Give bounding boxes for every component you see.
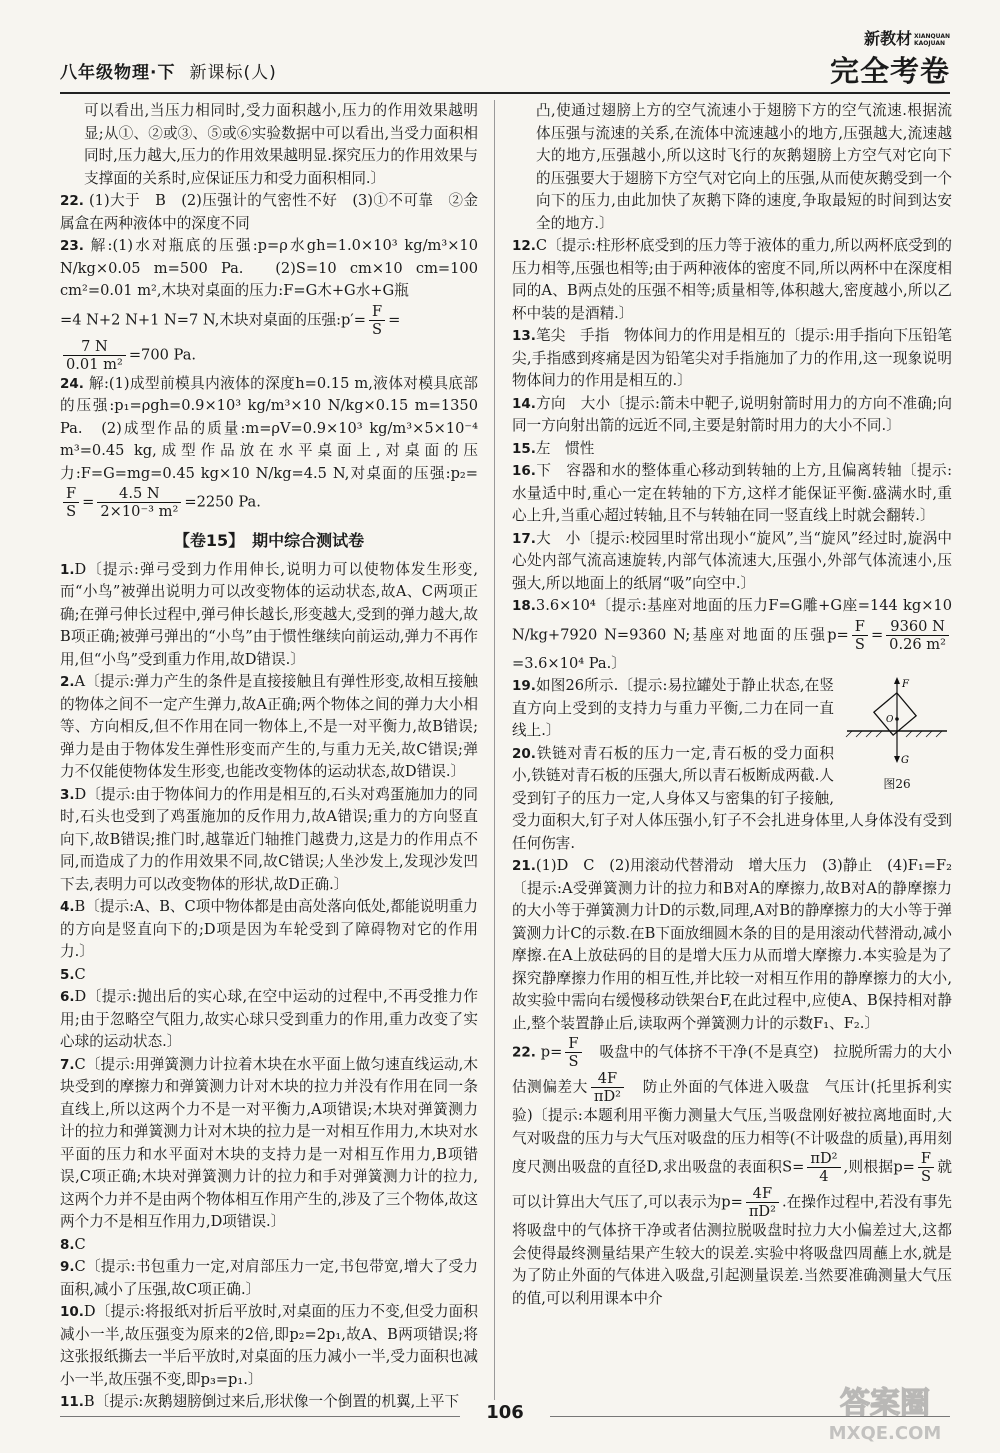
question-10: 10.D〔提示:将报纸对折后平放时,对桌面的压力不变,但受力面积减小一半,故压强变为原来的2倍,即p₂=2p₁,故A、B两项错误;将这张报纸撕去一半后平放时,对桌面的压力减小一半,受力面积也减小一半,故压强不变,即p₃=p₁.〕 — [60, 1303, 478, 1388]
force-label-F: F — [902, 679, 909, 690]
brand-small: 新教材 — [864, 29, 913, 48]
fraction: $\frac{4F}{\text{πD²}}$ — [591, 1070, 624, 1105]
question-4: 4.B〔提示:A、B、C项中物体都是由高处落向低处,都能说明重力的方向是竖直向下的;D项是因为车轮受到了障碍物对它的作用力.〕 — [60, 898, 478, 960]
fraction: $\frac{F}{S}$ — [565, 1035, 581, 1070]
question-24: 24. 解:(1)成型前模具内液体的深度h=0.15 m,液体对模具底部的压强:p₁=ρgh=0.9×10³ kg/m³×10 N/kg×0.15 m=1350 Pa. (2)成型作品的质量:m=ρV=0.9×10³ kg/m³×5×10⁻⁴ m³=0.45 kg,成型作品放在水平桌面上,对桌面的压力:F=G=mg=0.45 kg×10 N/kg=4.5 N,对桌面的压强:p₂= $\frac{F}{S}$ = $\frac{4.5 N}{\text{2×10⁻³ m²}}$ =2250 Pa. — [60, 374, 479, 520]
fraction: $\frac{F}{S}$ — [63, 485, 79, 520]
question-3: 3.D〔提示:由于物体间力的作用是相互的,石头对鸡蛋施加力的同时,石头也受到了鸡蛋施加的反作用力,故A错误;重力的方向竖直向下,故B错误;推门时,越靠近门轴推门越费力,这是力的作用点不同,而造成了力的作用效果不同,故C错误;人坐沙发上,发现沙发凹下去,表明力可以改变物体的形状,故D正确.〕 — [60, 785, 478, 893]
fraction: $\frac{F}{S}$ — [369, 303, 385, 338]
question-15: 15.左 惯性 — [512, 439, 595, 457]
watermark-text: 答案圈 — [840, 1386, 930, 1421]
watermark-url: MXQE.COM — [828, 1423, 942, 1444]
center-label-O: O — [886, 715, 894, 725]
question-19: 19.如图26所示.〔提示:易拉罐处于静止状态,在竖直方向上受到的支持力与重力平衡,二力在同一直线上.〕 — [512, 677, 834, 739]
fraction: $\frac{4F}{\text{πD²}}$ — [746, 1185, 779, 1220]
continued-paragraph: 可以看出,当压力相同时,受力面积越小,压力的作用效果越明显;从①、②或③、⑤或⑥实验数据中可以看出,当受力面积相同时,压力越大,压力的作用效果越明显.探究压力的作用效果与支撑面的关系时,应保证压力和受力面积相同.〕 — [84, 102, 478, 187]
question-21: 21.(1)D C (2)用滚动代替滑动 增大压力 (3)静止 (4)F₁=F₂〔提示:A受弹簧测力计的拉力和B对A的摩擦力,故B对A的静摩擦力的大小等于弹簧测力计D的示数,同理,A对B的静摩擦力的大小等于弹簧测力计C的示数.在B下面放细圆木条的目的是用滚动代替滑动,减小摩擦.在A上放砝码的目的是增大压力从而增大摩擦力.本实验是为了探究静摩擦力作用的相互性,并比较一对相互作用的静摩擦力的大小,故实验中需向右缓慢移动铁架台F,在此过程中,应使A、B保持相对静止,整个装置静止后,读取两个弹簧测力计的示数F₁、F₂.〕 — [512, 857, 952, 1032]
fraction: $\frac{7 N}{\text{0.01 m²}}$ — [63, 338, 126, 373]
question-8: 8.C — [60, 1235, 86, 1253]
fraction: $\frac{F}{S}$ — [918, 1150, 934, 1185]
fraction: $\frac{\text{πD²}}{4}$ — [807, 1150, 840, 1185]
header-rule — [60, 92, 950, 94]
question-11: 11.B〔提示:灰鹅翅膀倒过来后,形状像一个倒置的机翼,上平下 — [60, 1393, 460, 1410]
question-9: 9.C〔提示:书包重力一定,对肩部压力一定,书包带宽,增大了受力面积,减小了压强,故C项正确.〕 — [60, 1258, 478, 1298]
question-22: 22. (1)大于 B (2)压强计的气密性不好 (3)①不可靠 ②金属盒在两种液体中的深度不同 — [60, 192, 479, 232]
right-column — [512, 100, 952, 1310]
brand-main: 完全考卷 — [829, 54, 950, 88]
fraction: $\frac{4.5 N}{\text{2×10⁻³ m²}}$ — [97, 485, 181, 520]
question-22-right: 22. p= $\frac{F}{S}$ 吸盘中的气体挤不干净(不是真空) 拉脱所需力的大小估测偏差大 $\frac{4F}{\text{πD²}}$ 防止外面的气体进入吸盘 气压计(托里拆利实验)〔提示:本题利用平衡力测量大气压,当吸盘刚好被拉离地面时,大气对吸盘的压力与大气压对吸盘的压力相等(不计吸盘的质量),再用刻度尺测出吸盘的直径D,求出吸盘的表面积S= $\frac{\text{πD²}}{4}$ ,则根据p= $\frac{F}{S}$ 就可以计算出大气压了,可以表示为p= $\frac{4F}{\text{πD²}}$ .在操作过程中,若没有事先将吸盘中的气体挤干净或者估测拉脱吸盘时拉力大小偏差过大,这都会使得最终测量结果产生较大的误差.实验中将吸盘四周蘸上水,就是为了防止外面的气体进入吸盘,引起测量误差.当然要准确测量大气压的值,可以利用课本中介 — [512, 1035, 953, 1307]
question-14: 14.方向 大小〔提示:箭未中靶子,说明射箭时用力的方向不准确;向同一方向射出箭的远近不同,主要是射箭时用力的大小不同.〕 — [512, 394, 952, 434]
brand-latin: XIANQUAN KAOJUAN — [914, 32, 950, 47]
question-2: 2.A〔提示:弹力产生的条件是直接接触且有弹性形变,故相互接触的物体之间不一定产生弹力,故A正确;两个物体之间的弹力大小相等、方向相反,但不作用在同一物体上,不是一对平衡力,故B错误;弹力是由于物体发生弹性形变而产生的,与重力无关,故C错误;弹力不仅能使物体发生形变,也能改变物体的运动状态,故D错误.〕 — [60, 673, 478, 780]
fraction: $\frac{F}{S}$ — [852, 618, 868, 653]
figure-26 — [842, 675, 952, 795]
page-number: 106 — [486, 1402, 524, 1423]
continued-paragraph: 凸,使通过翅膀上方的空气流速小于翅膀下方的空气流速.根据流体压强与流速的关系,在流体中流速越小的地方,压强越大,流速越大的地方,压强越小,所以这时飞行的灰鹅翅膀上方空气对它向下的压强要大于翅膀下方空气对它向上的压强,从而使灰鹅受到一个向下的压力,由此加快了灰鹅下降的速度,争取最短的时间到达安全的地方.〕 — [536, 102, 952, 232]
subject-grade: 八年级物理·下 — [60, 63, 176, 83]
watermark-logo — [810, 1377, 960, 1447]
question-5: 5.C — [60, 965, 86, 983]
question-12: 12.C〔提示:柱形杯底受到的压力等于液体的重力,所以两杯底受到的压力相等,压强也相等;由于两种液体的密度不同,所以两杯中在深度相同的A、B两点处的压强不相等;质量相等,体积越大,密度越小,所以乙杯中装的是酒精.〕 — [512, 237, 952, 322]
fraction: $\frac{9360 N}{\text{0.26 m²}}$ — [886, 618, 949, 653]
page-header — [60, 20, 950, 92]
footer-rule-left — [60, 1416, 460, 1417]
force-label-G: G — [901, 755, 909, 765]
left-column — [60, 100, 478, 1414]
question-13: 13.笔尖 手指 物体间力的作用是相互的〔提示:用手指向下压铅笔尖,手指感到疼痛是因为铅笔尖对手指施加了力的作用,这一现象说明物体间力的作用是相互的.〕 — [512, 327, 952, 389]
question-16: 16.下 容器和水的整体重心移动到转轴的上方,且偏离转轴〔提示:水量适中时,重心一定在转轴的下方,这样才能保证平衡.盛满水时,重心上升,当重心超过转轴,且不与转轴在同一竖直线上时就会翻转.〕 — [512, 462, 952, 524]
brand-logo — [810, 26, 950, 86]
question-6: 6.D〔提示:抛出后的实心球,在空中运动的过程中,不再受推力作用;由于忽略空气阻力,故实心球只受到重力的作用,重力改变了实心球的运动状态.〕 — [60, 988, 478, 1050]
question-20: 20.铁链对青石板的压力一定,青石板的受力面积小,铁链对青石板的压强大,所以青石板断成两截.人受到钉子的压力一定,人身体又与密集的钉子接触,受力面积大,钉子对人体压强小,钉子不会扎进身体里,人身体没有受到任何伤害. — [512, 744, 952, 852]
can-force-diagram — [842, 675, 952, 765]
question-18: 18.3.6×10⁴〔提示:基座对地面的压力F=G雕+G座=144 kg×10 N/kg+7920 N=9360 N;基座对地面的压强p= $\frac{F}{S}$ = $\frac{9360 N}{\text{0.26 m²}}$ =3.6×10⁴ Pa.〕 — [512, 597, 952, 672]
book-title — [60, 58, 277, 83]
question-23: 23. 解:(1)水对瓶底的压强:p=ρ水gh=1.0×10³ kg/m³×10 N/kg×0.05 m=500 Pa. (2)S=10 cm×10 cm=100 cm²=0.01 m²,木块对桌面的压力:F=G木+G水+G瓶 =4 N+2 N+1 N=7 N,木块对桌面的压强:p′= $\frac{F}{S}$ = $\frac{7 N}{\text{0.01 m²}}$ =700 Pa. — [60, 237, 478, 373]
question-7: 7.C〔提示:用弹簧测力计拉着木块在水平面上做匀速直线运动,木块受到的摩擦力和弹簧测力计对木块的拉力并没有作用在同一条直线上,所以这两个力不是一对平衡力,A项错误;木块对弹簧测力计的拉力和弹簧测力计对木块的拉力是一对相互作用力,木块对水平面的压力和水平面对木块的支持力是一对相互作用力,B项错误,C项正确;木块对弹簧测力计的拉力和手对弹簧测力计的拉力,这两个力并不是由两个物体相互作用产生的,涉及了三个物体,故这两个力不是相互作用力,D项错误.〕 — [60, 1055, 478, 1230]
section-title: 【卷15】 期中综合测试卷 — [173, 531, 365, 550]
column-divider — [494, 100, 495, 1400]
figure-caption: 图26 — [883, 776, 911, 791]
question-17: 17.大 小〔提示:校园里时常出现小“旋风”,当“旋风”经过时,旋涡中心处内部气流高速旋转,内部气体流速大,压强小,外部气体流速小,压强大,所以地面上的纸屑“吸”向空中.〕 — [512, 529, 952, 592]
edition-label: 新课标(人) — [189, 63, 277, 83]
question-1: 1.D〔提示:弹弓受到力作用伸长,说明力可以使物体发生形变,而“小鸟”被弹出说明力可以改变物体的运动状态,故A、C两项正确;在弹弓伸长过程中,弹弓伸长越长,形变越大,受到的弹力越大,故B项正确;被弹弓弹出的“小鸟”由于惯性继续向前运动,弹力不再作用,但“小鸟”受到重力作用,故D错误.〕 — [60, 560, 478, 668]
